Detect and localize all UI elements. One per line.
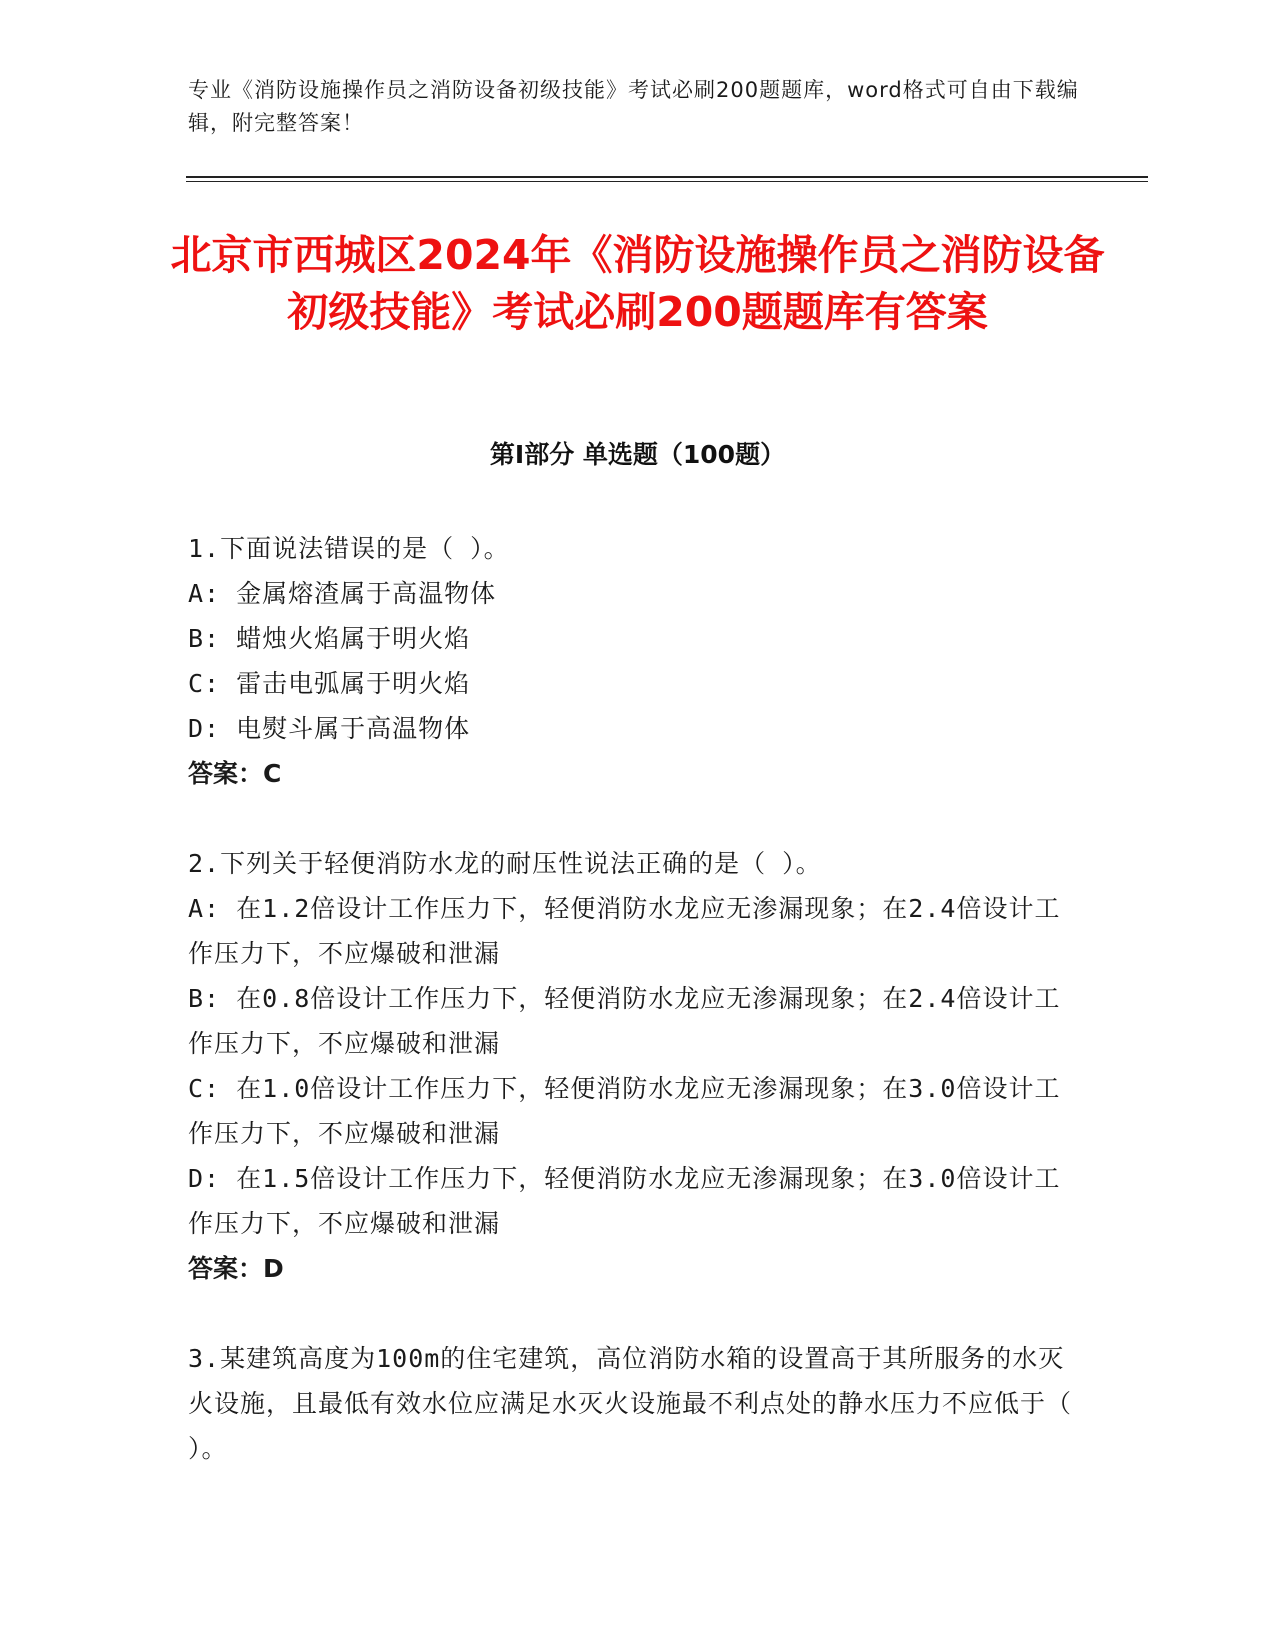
- document-title: 北京市西城区2024年《消防设施操作员之消防设备初级技能》考试必刷200题题库有答案: [170, 231, 1105, 336]
- question-list: [188, 526, 1083, 1516]
- option-b: B: 蜡烛火焰属于明火焰: [188, 624, 471, 653]
- header-divider-thin: [186, 181, 1148, 182]
- option-a: A: 在1.2倍设计工作压力下，轻便消防水龙应无渗漏现象；在2.4倍设计工作压力下，不应爆破和泄漏: [188, 894, 1061, 968]
- question-stem: 2.下列关于轻便消防水龙的耐压性说法正确的是（ ）。: [188, 849, 822, 878]
- answer: 答案：C: [188, 759, 282, 788]
- header-divider-thick: [186, 176, 1148, 178]
- option-c: C: 雷击电弧属于明火焰: [188, 669, 471, 698]
- section-title: 第Ⅰ部分 单选题（100题）: [489, 440, 786, 469]
- question-1: [188, 526, 1083, 796]
- question-stem: 3.某建筑高度为100m的住宅建筑，高位消防水箱的设置高于其所服务的水灭火设施，且最低有效水位应满足水灭火设施最不利点处的静水压力不应低于（ ）。: [188, 1344, 1073, 1463]
- answer: 答案：D: [188, 1254, 284, 1283]
- question-3: [188, 1336, 1083, 1471]
- question-stem: 1.下面说法错误的是（ ）。: [188, 534, 510, 563]
- option-a: A: 金属熔渣属于高温物体: [188, 579, 497, 608]
- header-note: 专业《消防设施操作员之消防设备初级技能》考试必刷200题题库，word格式可自由下载编辑，附完整答案！: [188, 78, 1079, 135]
- option-c: C: 在1.0倍设计工作压力下，轻便消防水龙应无渗漏现象；在3.0倍设计工作压力下，不应爆破和泄漏: [188, 1074, 1061, 1148]
- option-b: B: 在0.8倍设计工作压力下，轻便消防水龙应无渗漏现象；在2.4倍设计工作压力下，不应爆破和泄漏: [188, 984, 1061, 1058]
- option-d: D: 在1.5倍设计工作压力下，轻便消防水龙应无渗漏现象；在3.0倍设计工作压力下，不应爆破和泄漏: [188, 1164, 1061, 1238]
- question-2: [188, 841, 1083, 1291]
- option-d: D: 电熨斗属于高温物体: [188, 714, 471, 743]
